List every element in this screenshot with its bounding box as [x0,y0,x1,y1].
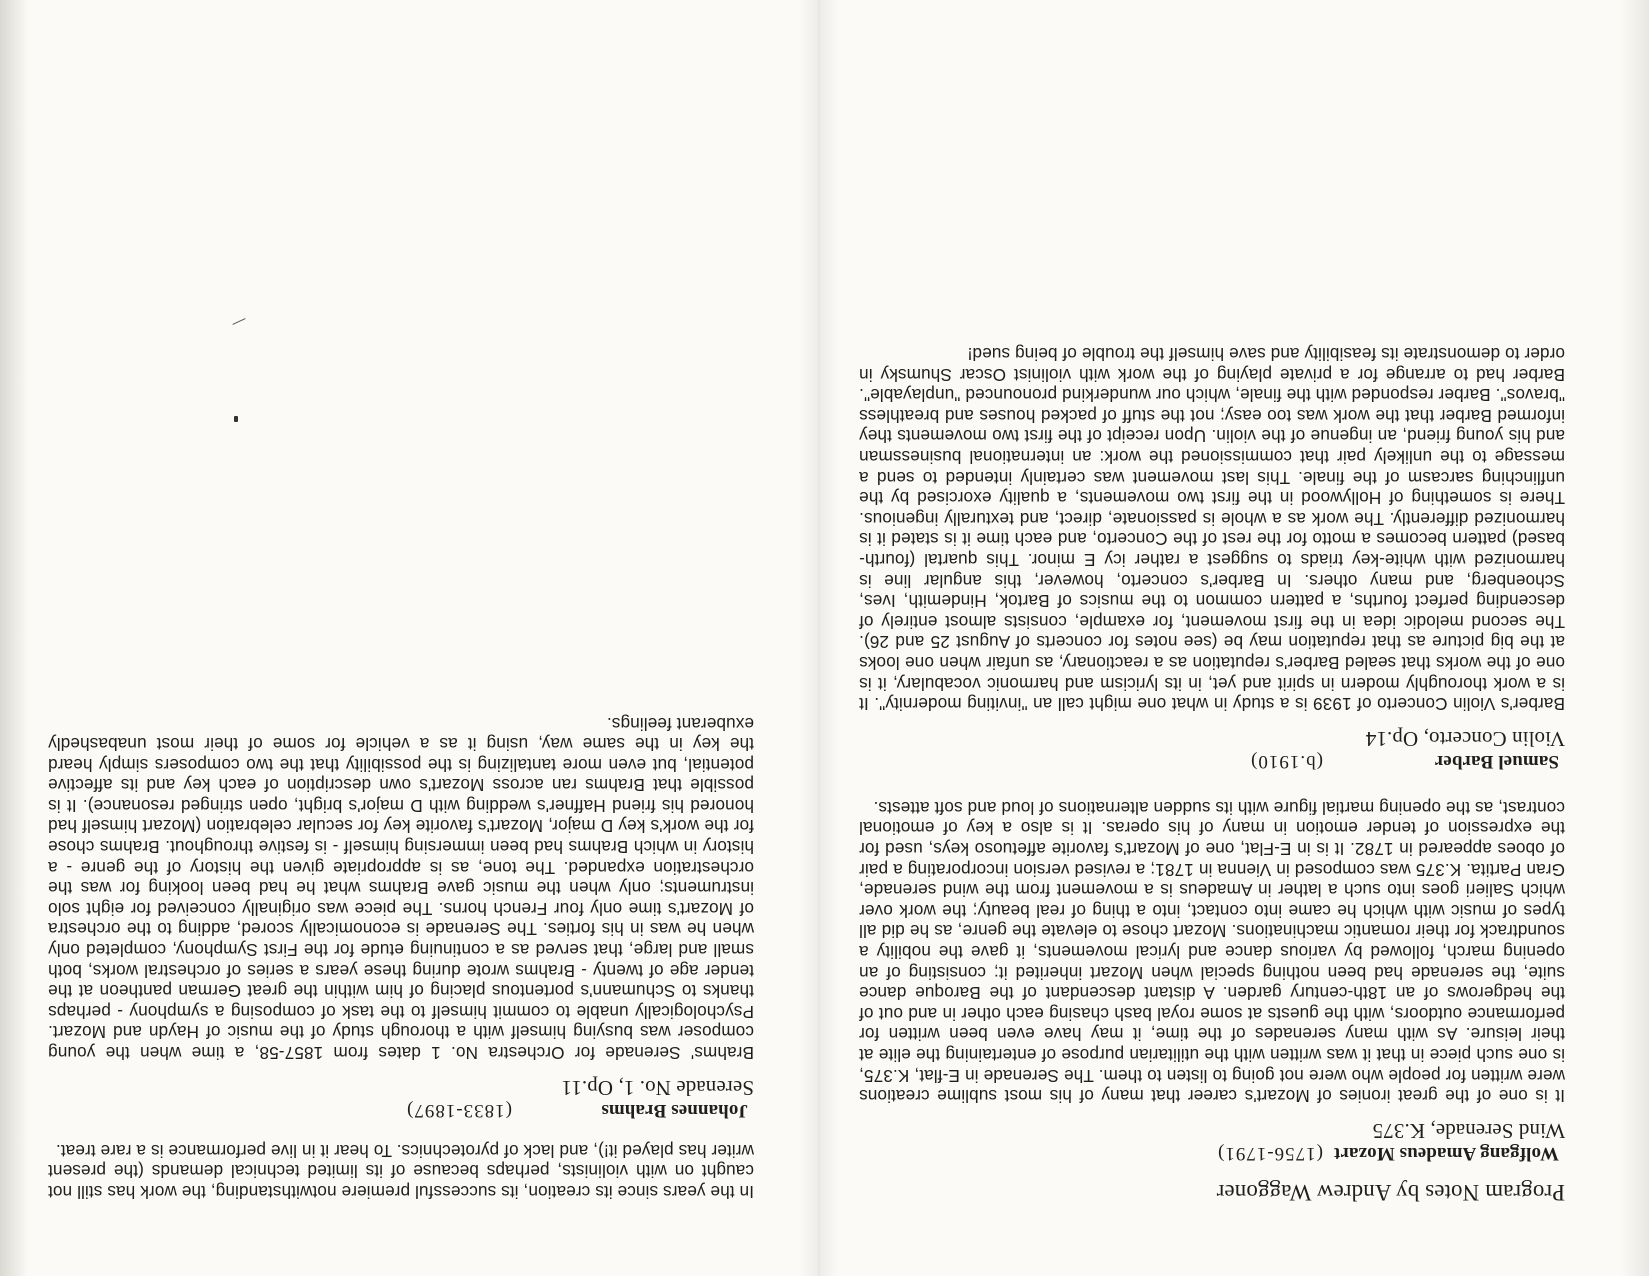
page-edge-shadow [0,0,28,1276]
right-page [48,687,754,1202]
left-page [859,317,1565,1205]
paragraph: In the years since its creation, its successful premiere notwithstanding, the work has still not caught on with violinists, perhaps because of its limited technical demands (the present writer has played it!), and lack of pyrotechnics. To hear it in live performance is a rare treat. [47,1140,754,1202]
piece-title: Wind Serenade, K.375 [1372,1118,1565,1143]
paragraph: Brahms' Serenade for Orchestra No. 1 dates from 1857-58, a time when the young composer was busying himself with a thorough study of the music of Haydn and Mozart. Psychologically unable to commit himself to the task of composing a symphony - perhaps thanks to Schumann's portentous placing of him within the great German pantheon at the tender age of twenty - Brahms wrote during these years a series of orchestral works, both small and large, that served as a continuing etude for the First Symphony, completed only when he was in his forties. The Serenade is economically scored, adding to the orchestra of Mozart's time only four French horns. The piece was originally conceived for eight solo instruments; only when the music gave Brahms what he had been looking for was the orchestration expanded. The tone, as is appropriate given the history of the genre - a history in which Brahms had been immersing himself - is festive throughout. Brahms chose for the work's key D major, Mozart's favorite key for secular celebration (Mozart himself had honored his friend Haffner's wedding with D major's bright, open stringed resonance). It is possible that Brahms ran across Mozart's own description of each key and its affective potential, but even more tantalizing is the possibility that the two composers simply heard the key in the same way, using it as a vehicle for some of their most unabashedly exuberant feelings. [48,713,754,1064]
page-heading: Program Notes by Andrew Waggoner [1216,1180,1565,1205]
composer-dates: (b.1910) [1250,751,1323,773]
pencil-mark [232,318,245,325]
composer-line [859,1143,1565,1164]
paragraph: It is one of the great ironies of Mozart's career that many of his most sublime creations were written for people who were not going to listen to them. The Serenade in E-flat, K.375, is one such piece in that it was written with the utilitarian purpose of entertaining the elite at their leisure. As with many serenades of the time, it may have even been written for performance outdoors, with the guests at some royal bash chasing each other in and out of the hedgerows of an 18th-century garden. A distant descendant of the Baroque dance suite, the serenade had been nothing special when Mozart inherited it; consisting of an opening march, followed by various dance and lyrical movements, it gave the nobility a soundtrack for their romantic machinations. Mozart chose to elevate the genre, as he did all types of music with which he came into contact, into a thing of real beauty; the work over which Salieri goes into such a lather in Amadeus is a movement from the wind serenade, Gran Partita. K.375 was composed in Vienna in 1781; a revised version incorporating a pair of oboes appeared in 1782. It is in E-Flat, one of Mozart's favorite affetuoso keys, used for the expression of tender emotion in many of his operas. It is also a key of emotional contrast, as the opening martial figure with its sudden alternations of loud and soft attests. [859,797,1565,1107]
paragraph: Barber's Violin Concerto of 1939 is a study in what one might call an "inviting modernity". It is a work thoroughly modern in spirit and yet, in its lyricism and harmonic vocabulary, it is one of the works that sealed Barber's reputation as a reactionary, as unfair when one looks at the big picture as that reputation may be (see notes for concerts of August 25 and 26). The second melodic idea in the first movement, for example, consists almost entirely of descending perfect fourths, a pattern common to the musics of Bartok, Hindemith, Ives, Schoenberg, and many others. In Barber's concerto, however, this angular line is harmonized with white-key triads to suggest a rather icy E minor. This quartal (fourth-based) pattern becomes a motto for the rest of the Concerto, and each time it is stated it is harmonized differently. The work as a whole is passionate, direct, and texturally ingenious. There is something of Hollywood in the first two movements, a quality exorcised by the unflinching sarcasm of the finale. This last movement was certainly intended to send a message to the unlikely pair that commissioned the work: an international businessman and his young friend, an ingenue of the violin. Upon receipt of the first two movements they informed Barber that the work was too easy; not the stuff of packed houses and breathless "bravos". Barber responded with the finale, which our wunderkind pronounced "unplayable". Barber had to arrange for a private playing of the work with violinist Oscar Shumsky in order to demonstrate its feasibility and save himself the trouble of being sued! [859,344,1565,715]
piece-title: Serenade No. 1, Op.11 [561,1075,754,1100]
page-edge-shadow [1621,0,1649,1276]
composer-name: Wolfgang Amadeus Mozart [1333,1143,1559,1165]
composer-line [859,751,1565,772]
composer-name: Samuel Barber [1434,751,1559,773]
composer-dates: (1756-1791) [1217,1143,1323,1165]
piece-title: Violin Concerto, Op.14 [1365,726,1565,751]
center-fold [799,0,839,1276]
composer-dates: (1833-1897) [406,1100,512,1122]
composer-name: Johannes Brahms [601,1100,748,1122]
program-section-mozart [859,797,1565,1163]
program-section-barber [859,343,1565,771]
program-section-brahms [48,713,754,1120]
ink-speck [234,416,238,422]
composer-line [48,1100,754,1121]
